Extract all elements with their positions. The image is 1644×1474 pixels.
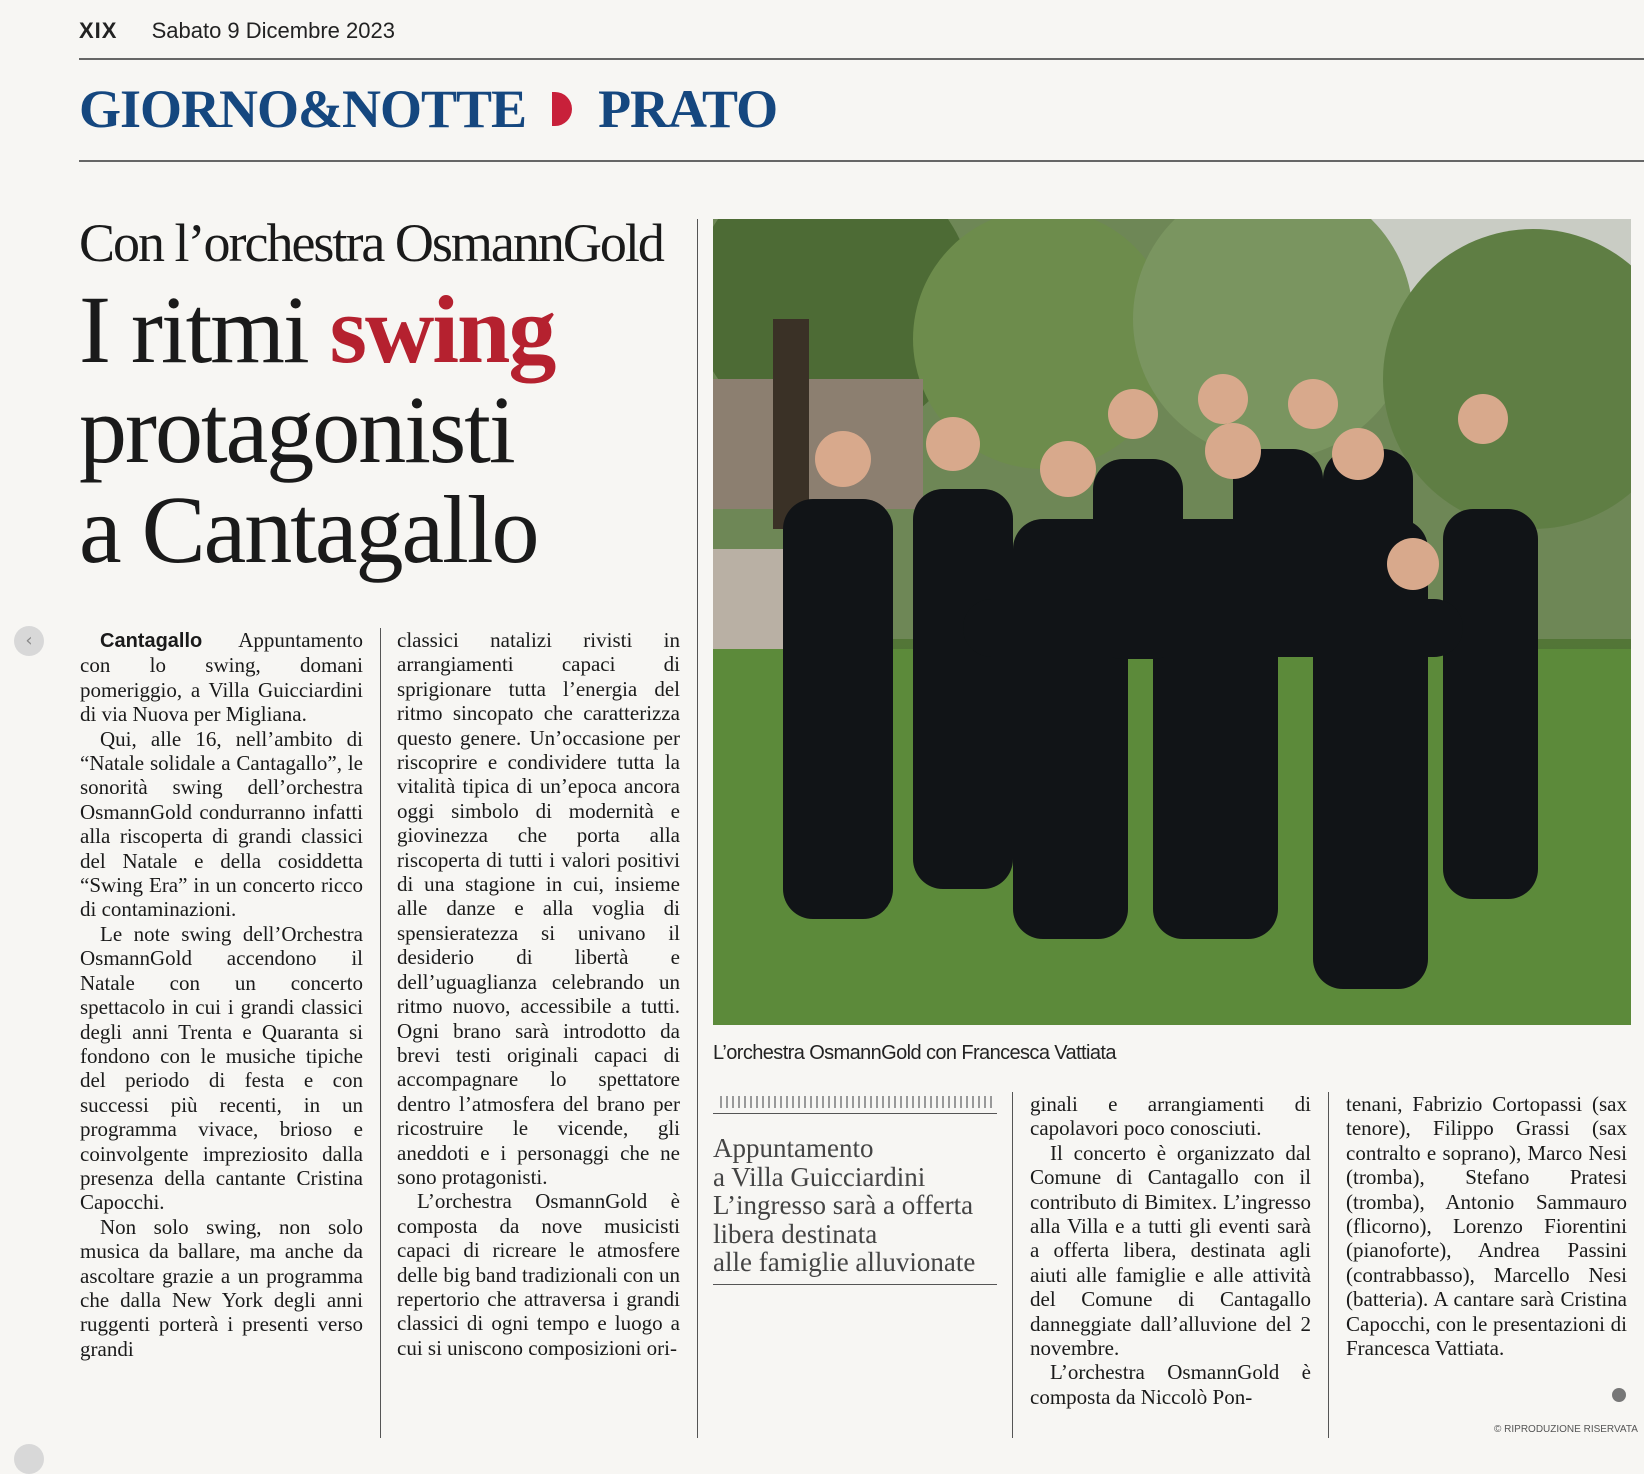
paragraph: tenani, Fabrizio Cortopassi (sax tenore), Filippo Grassi (sax contralto e soprano), Marco Nesi (tromba), Stefano Pratesi (tromba), Antonio Sammauro (flicorno), Lorenzo Fiorentini (pianoforte), Andrea Passini (contrabbasso), Marcello Nesi (batteria). A cantare sarà Cristina Capocchi, con le presentazioni di Francesca Vattiata. [1346, 1092, 1627, 1361]
paragraph: L’orchestra OsmannGold è composta da Niccolò Pon- [1030, 1360, 1311, 1409]
issue-date: Sabato 9 Dicembre 2023 [151, 18, 395, 43]
headline-pre: I ritmi [79, 276, 330, 383]
pullquote-line: L’ingresso sarà a offerta [713, 1190, 974, 1220]
article-column-3 [1030, 1092, 1311, 1438]
article-kicker: Con l’orchestra OsmannGold [79, 213, 663, 273]
headline-highlight: swing [329, 276, 555, 383]
paragraph: L’orchestra OsmannGold è composta da nove musicisti capaci di ricreare le atmosfere delle big band tradizionali con un repertorio che attraversa i grandi classici di ogni tempo e luogo a cui si uniscono composizioni ori- [397, 1189, 680, 1360]
copyright-notice: © RIPRODUZIONE RISERVATA [1494, 1424, 1638, 1435]
page-number: XIX [79, 18, 118, 43]
headline-line-2: protagonisti [79, 376, 514, 483]
pullquote-top-rule [713, 1113, 997, 1114]
headline-line-3: a Cantagallo [79, 476, 538, 583]
pullquote-line: alle famiglie alluvionate [713, 1247, 976, 1277]
orchestra-photo-illustration [713, 219, 1631, 1025]
column-rule [380, 628, 381, 1438]
pullquote-line: Appuntamento [713, 1133, 874, 1163]
dateline: Cantagallo [100, 630, 203, 652]
pullquote-line: a Villa Guicciardini [713, 1161, 926, 1192]
article-photo [713, 219, 1631, 1025]
chevron-left-icon[interactable]: ‹ [14, 626, 44, 656]
pullquote-decoration [720, 1096, 992, 1108]
page-header [79, 18, 395, 44]
pullquote [713, 1134, 975, 1277]
paragraph: Qui, alle 16, nell’ambito di “Natale solidale a Cantagallo”, le sonorità swing dell’orchestra OsmannGold condurranno infatti alla riscoperta di grandi classici del Natale e della cosiddetta “Swing Era” in un concerto ricco di contaminazioni. [80, 726, 363, 922]
section-banner [79, 78, 777, 140]
section-separator-icon [552, 92, 572, 126]
article-column-1 [80, 628, 363, 1438]
paragraph: Appuntamento con lo swing, domani pomeriggio, a Villa Guicciardini di via Nuova per Migliana. [80, 628, 363, 727]
section-name: GIORNO&NOTTE [79, 79, 527, 139]
pullquote-line: libera destinata [713, 1218, 878, 1249]
column-rule [697, 219, 698, 1438]
photo-caption: L’orchestra OsmannGold con Francesca Vattiata [713, 1042, 1116, 1064]
article-column-2 [397, 628, 680, 1438]
scroll-indicator[interactable] [14, 1444, 44, 1474]
paragraph: Non solo swing, non solo musica da ballare, ma anche da ascoltare grazie a un programma che dalla New York degli anni ruggenti porterà i presenti verso grandi [80, 1214, 363, 1361]
column-rule [1328, 1092, 1329, 1438]
end-of-article-icon [1612, 1388, 1626, 1402]
paragraph: Il concerto è organizzato dal Comune di Cantagallo con il contributo di Bimitex. L’ingresso alla Villa e a tutti gli eventi sarà a offerta libera, destinata agli aiuti alle famiglie e alle attività del Comune di Cantagallo danneggiate dall’alluvione del 2 novembre. [1030, 1140, 1311, 1361]
article-headline [79, 276, 555, 583]
article-column-4 [1346, 1092, 1627, 1422]
paragraph: ginali e arrangiamenti di capolavori poco conosciuti. [1030, 1092, 1311, 1141]
column-rule [1012, 1092, 1013, 1438]
section-city: PRATO [598, 79, 778, 139]
paragraph: classici natalizi rivisti in arrangiamenti capaci di sprigionare tutta l’energia del ritmo sincopato che caratterizza questo genere. Un’occasione per riscoprire e condividere tutta la vitalità tipica di un’epoca ancora oggi simbolo di modernità e giovinezza che porta alla riscoperta di tutti i valori positivi di una stagione in cui, insieme alle danze e alla voglia di spensieratezza si univano il desiderio di libertà e dell’uguaglianza celebrando un ritmo nuovo, accessibile a tutti. Ogni brano sarà introdotto da brevi testi originali capaci di accompagnare lo spettatore dentro l’atmosfera del brano per ricostruire le vicende, gli aneddoti e i personaggi che ne sono protagonisti. [397, 628, 680, 1189]
pullquote-bottom-rule [713, 1284, 997, 1285]
section-rule [79, 160, 1644, 162]
paragraph: Le note swing dell’Orchestra OsmannGold accendono il Natale con un concerto spettacolo in cui i grandi classici degli anni Trenta e Quaranta si fondono con le musiche tipiche del periodo di festa e con successi più recenti, in un programma vivace, brioso e coinvolgente impreziosito dalla presenza della cantante Cristina Capocchi. [80, 921, 363, 1215]
header-rule [79, 58, 1644, 60]
